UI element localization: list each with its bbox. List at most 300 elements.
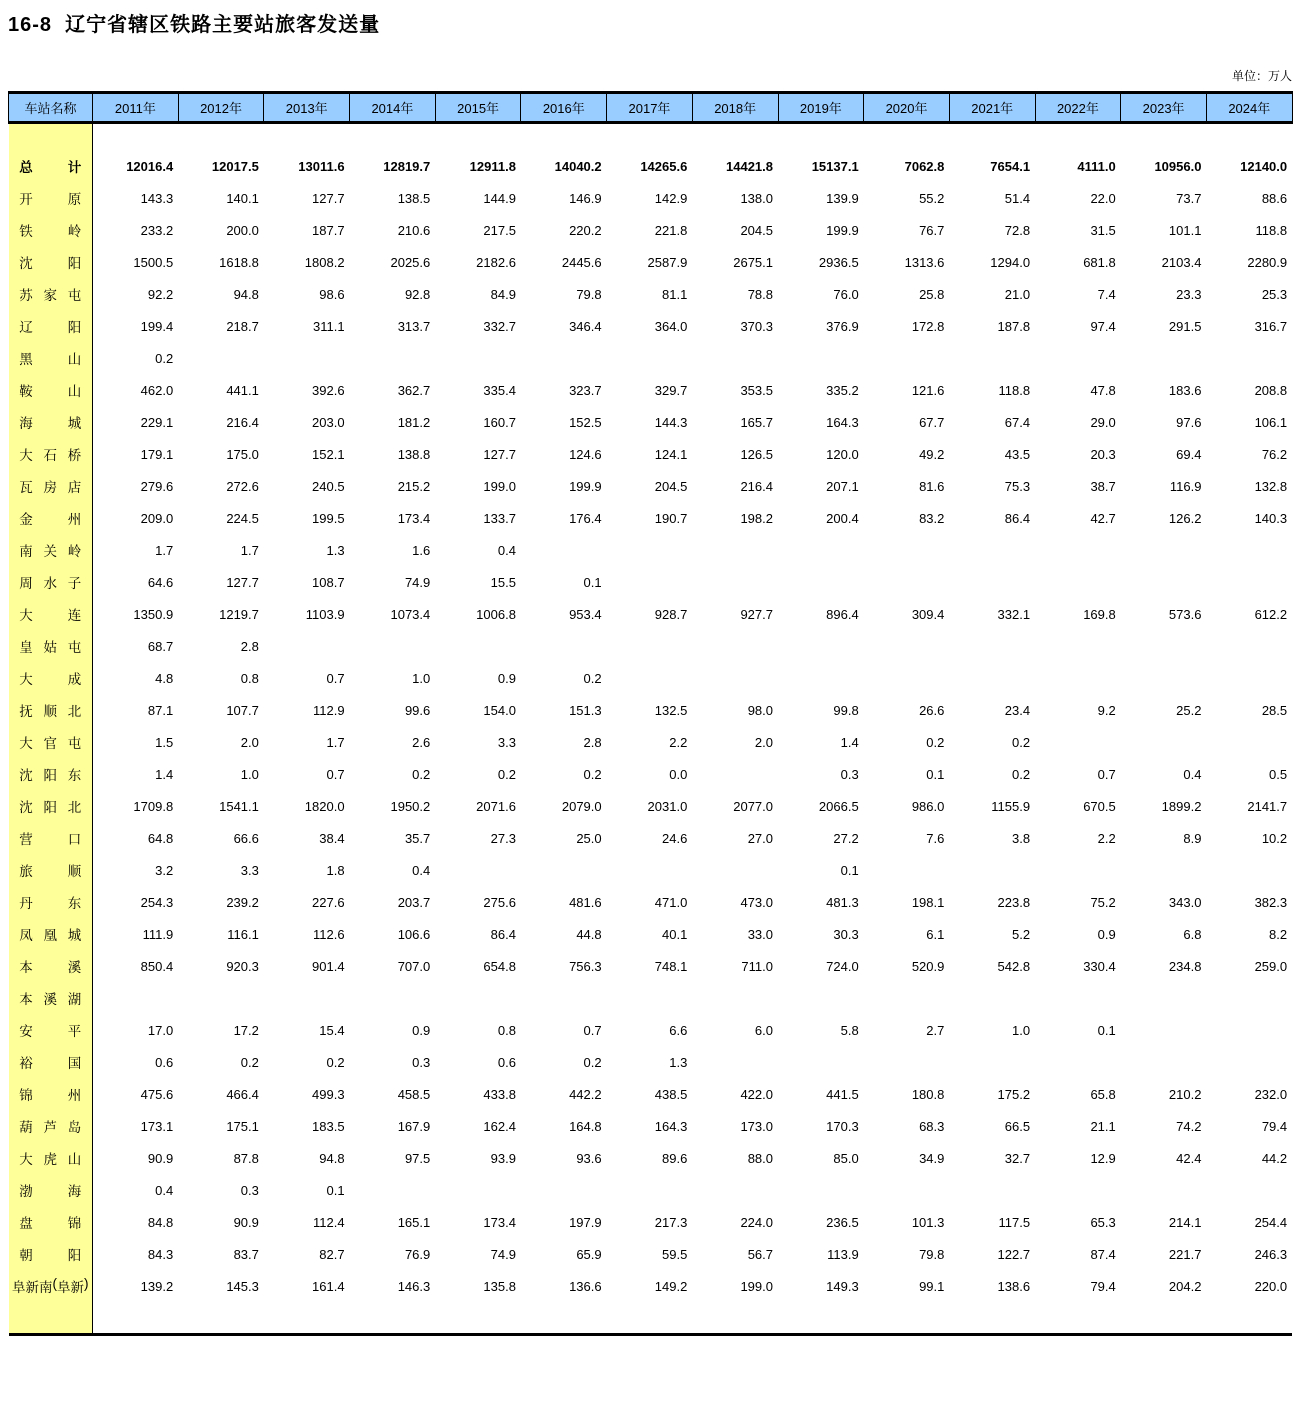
value-cell: 1.7 — [240, 542, 259, 558]
value-cell: 542.8 — [997, 958, 1031, 974]
station-name-cell — [9, 1270, 93, 1302]
value-cell: 170.3 — [826, 1118, 859, 1134]
spacer-row — [9, 1302, 1293, 1335]
value-cell: 199.9 — [569, 478, 602, 494]
value-cell: 481.3 — [826, 894, 859, 910]
value-cell — [178, 342, 264, 374]
value-cell — [1121, 726, 1207, 758]
station-name-header-cell: 车站名称 — [9, 93, 93, 123]
value-cell: 2141.7 — [1247, 798, 1288, 814]
station-name: 渤 海 — [19, 1184, 82, 1199]
value-cell: 167.9 — [397, 1118, 431, 1134]
value-cell — [949, 1174, 1035, 1206]
value-cell: 143.3 — [140, 190, 174, 206]
value-cell: 160.7 — [483, 414, 516, 430]
value-cell: 51.4 — [1004, 190, 1031, 206]
value-cell — [949, 534, 1035, 566]
value-cell: 3.3 — [497, 734, 516, 750]
value-cell: 124.6 — [569, 446, 602, 462]
value-cell: 88.6 — [1261, 190, 1288, 206]
value-cell: 1541.1 — [219, 798, 259, 814]
value-cell: 142.9 — [654, 190, 688, 206]
value-cell: 73.7 — [1176, 190, 1202, 206]
value-cell: 75.3 — [1004, 478, 1031, 494]
value-cell: 136.6 — [569, 1278, 602, 1294]
spacer-label-cell — [9, 1302, 93, 1335]
value-cell: 0.2 — [1011, 734, 1031, 750]
value-cell: 28.5 — [1261, 702, 1288, 718]
value-cell: 2079.0 — [561, 798, 602, 814]
value-cell: 149.3 — [826, 1278, 859, 1294]
value-cell: 573.6 — [1168, 606, 1202, 622]
year-header-cell: 2014年 — [350, 93, 436, 123]
value-cell — [692, 1174, 778, 1206]
value-cell: 279.6 — [140, 478, 174, 494]
value-cell: 0.2 — [497, 766, 516, 782]
station-name: 盘 锦 — [19, 1216, 82, 1231]
table-row — [9, 1270, 1293, 1302]
value-cell: 353.5 — [740, 382, 773, 398]
value-cell: 172.8 — [911, 318, 945, 334]
station-name: 大 官 屯 — [19, 736, 82, 751]
table-row — [9, 1238, 1293, 1270]
value-cell — [864, 566, 950, 598]
value-cell: 0.2 — [412, 766, 431, 782]
value-cell: 232.0 — [1254, 1086, 1288, 1102]
value-cell: 254.3 — [140, 894, 174, 910]
value-cell: 214.1 — [1168, 1214, 1202, 1230]
value-cell: 74.9 — [404, 574, 431, 590]
value-cell: 127.7 — [483, 446, 516, 462]
value-cell: 79.4 — [1261, 1118, 1288, 1134]
value-cell: 132.8 — [1254, 478, 1288, 494]
value-cell: 79.8 — [576, 286, 602, 302]
value-cell: 0.7 — [1097, 766, 1116, 782]
table-row — [9, 1174, 1293, 1206]
station-name: 瓦 房 店 — [19, 480, 82, 495]
value-cell: 218.7 — [226, 318, 259, 334]
value-cell — [1121, 630, 1207, 662]
value-cell: 2675.1 — [733, 254, 773, 270]
value-cell: 0.7 — [326, 670, 345, 686]
value-cell: 116.1 — [227, 926, 259, 942]
value-cell — [264, 630, 350, 662]
station-name: 金 州 — [19, 512, 82, 527]
station-name-cell — [9, 1014, 93, 1046]
value-cell: 1.3 — [326, 542, 345, 558]
value-cell: 612.2 — [1254, 606, 1288, 622]
value-cell: 1.0 — [1011, 1022, 1031, 1038]
value-cell — [607, 566, 693, 598]
value-cell — [1121, 662, 1207, 694]
value-cell: 0.2 — [926, 734, 945, 750]
value-cell: 986.0 — [911, 798, 945, 814]
value-cell — [864, 854, 950, 886]
station-name: 沈 阳 — [19, 256, 82, 271]
value-cell — [1206, 1046, 1292, 1078]
value-cell: 0.4 — [1183, 766, 1202, 782]
value-cell: 27.3 — [490, 830, 516, 846]
value-cell: 84.9 — [490, 286, 516, 302]
table-row — [9, 534, 1293, 566]
value-cell: 24.6 — [662, 830, 688, 846]
value-cell: 199.4 — [140, 318, 174, 334]
value-cell: 76.2 — [1261, 446, 1288, 462]
value-cell: 203.0 — [312, 414, 345, 430]
station-name-cell — [9, 566, 93, 598]
value-cell — [521, 534, 607, 566]
value-cell: 724.0 — [826, 958, 859, 974]
value-cell: 1350.9 — [133, 606, 174, 622]
value-cell — [435, 982, 521, 1014]
table-row — [9, 1078, 1293, 1110]
value-cell: 84.3 — [147, 1246, 174, 1262]
value-cell: 12016.4 — [126, 158, 174, 174]
value-cell: 0.7 — [583, 1022, 602, 1038]
station-name: 本 溪 — [19, 960, 82, 975]
value-cell: 82.7 — [319, 1246, 345, 1262]
table-row — [9, 1206, 1293, 1238]
value-cell: 2.2 — [669, 734, 688, 750]
station-name: 丹 东 — [19, 896, 82, 911]
value-cell: 332.1 — [997, 606, 1031, 622]
value-cell: 121.6 — [911, 382, 945, 398]
value-cell: 40.1 — [662, 926, 688, 942]
value-cell — [692, 982, 778, 1014]
value-cell: 108.7 — [312, 574, 345, 590]
value-cell: 161.4 — [312, 1278, 345, 1294]
value-cell: 901.4 — [312, 958, 345, 974]
station-name-cell — [9, 214, 93, 246]
value-cell: 27.2 — [833, 830, 859, 846]
value-cell: 203.7 — [397, 894, 431, 910]
value-cell: 79.4 — [1090, 1278, 1116, 1294]
value-cell — [778, 342, 864, 374]
page-title: 16-8 辽宁省辖区铁路主要站旅客发送量 — [8, 14, 381, 36]
station-name-cell — [9, 982, 93, 1014]
value-cell: 7.6 — [926, 830, 945, 846]
value-cell — [692, 662, 778, 694]
value-cell: 165.1 — [397, 1214, 431, 1230]
value-cell: 209.0 — [140, 510, 174, 526]
year-header-cell: 2015年 — [435, 93, 521, 123]
value-cell: 76.0 — [833, 286, 859, 302]
value-cell — [1121, 854, 1207, 886]
value-cell: 229.1 — [140, 414, 174, 430]
value-cell: 176.4 — [569, 510, 602, 526]
value-cell: 81.6 — [919, 478, 945, 494]
value-cell: 0.0 — [669, 766, 688, 782]
value-cell: 0.3 — [412, 1054, 431, 1070]
value-cell: 76.9 — [404, 1246, 431, 1262]
value-cell: 1.4 — [155, 766, 174, 782]
value-cell — [435, 854, 521, 886]
value-cell: 199.5 — [312, 510, 345, 526]
value-cell: 107.7 — [226, 702, 259, 718]
value-cell: 224.0 — [740, 1214, 773, 1230]
value-cell: 20.3 — [1090, 446, 1116, 462]
value-cell: 335.4 — [483, 382, 516, 398]
table-row — [9, 630, 1293, 662]
value-cell: 17.2 — [233, 1022, 259, 1038]
value-cell — [692, 854, 778, 886]
station-name: 朝 阳 — [19, 1248, 82, 1263]
value-cell: 2.8 — [240, 638, 259, 654]
value-cell — [607, 1174, 693, 1206]
value-cell: 164.8 — [569, 1118, 602, 1134]
table-row — [9, 790, 1293, 822]
table-row — [9, 662, 1293, 694]
station-name: 南 关 岭 — [19, 544, 82, 559]
station-name-cell — [9, 1238, 93, 1270]
value-cell — [778, 982, 864, 1014]
year-header-cell: 2022年 — [1035, 93, 1121, 123]
table-row — [9, 214, 1293, 246]
value-cell: 64.6 — [147, 574, 174, 590]
value-cell: 64.8 — [147, 830, 174, 846]
value-cell: 392.6 — [312, 382, 345, 398]
value-cell: 90.9 — [147, 1150, 174, 1166]
value-cell: 190.7 — [654, 510, 688, 526]
value-cell: 13011.6 — [298, 158, 345, 174]
value-cell: 475.6 — [140, 1086, 174, 1102]
value-cell: 65.8 — [1090, 1086, 1116, 1102]
value-cell: 175.2 — [997, 1086, 1031, 1102]
value-cell — [1206, 854, 1292, 886]
value-cell: 382.3 — [1254, 894, 1288, 910]
station-name-cell — [9, 406, 93, 438]
value-cell: 207.1 — [826, 478, 859, 494]
value-cell: 458.5 — [397, 1086, 431, 1102]
station-name: 大 成 — [19, 672, 82, 687]
value-cell: 49.2 — [919, 446, 945, 462]
value-cell: 101.1 — [1168, 222, 1202, 238]
value-cell: 5.2 — [1011, 926, 1031, 942]
value-cell — [350, 982, 436, 1014]
value-cell: 756.3 — [569, 958, 602, 974]
value-cell — [864, 662, 950, 694]
value-cell: 3.8 — [1011, 830, 1031, 846]
value-cell: 90.9 — [233, 1214, 259, 1230]
spacer-row — [9, 123, 1293, 151]
station-name: 苏 家 屯 — [19, 288, 82, 303]
value-cell: 25.3 — [1261, 286, 1288, 302]
value-cell — [1035, 630, 1121, 662]
table-header — [9, 93, 1293, 123]
value-cell: 117.5 — [998, 1214, 1031, 1230]
value-cell: 928.7 — [654, 606, 688, 622]
station-name-cell — [9, 1078, 93, 1110]
value-cell: 42.7 — [1090, 510, 1116, 526]
value-cell: 2182.6 — [476, 254, 516, 270]
value-cell: 422.0 — [740, 1086, 773, 1102]
value-cell — [692, 342, 778, 374]
value-cell: 364.0 — [654, 318, 688, 334]
station-name-cell — [9, 470, 93, 502]
value-cell: 199.0 — [740, 1278, 773, 1294]
value-cell: 133.7 — [483, 510, 516, 526]
value-cell: 520.9 — [911, 958, 945, 974]
value-cell: 14265.6 — [640, 158, 688, 174]
value-cell: 92.2 — [147, 286, 174, 302]
value-cell — [949, 662, 1035, 694]
value-cell: 4111.0 — [1077, 158, 1116, 174]
value-cell: 0.3 — [240, 1182, 259, 1198]
value-cell: 217.5 — [483, 222, 516, 238]
value-cell: 87.4 — [1090, 1246, 1116, 1262]
value-cell — [1206, 1014, 1292, 1046]
value-cell — [521, 342, 607, 374]
year-header-cell: 2021年 — [949, 93, 1035, 123]
value-cell: 204.5 — [654, 478, 688, 494]
value-cell — [692, 1046, 778, 1078]
value-cell: 118.8 — [998, 382, 1031, 398]
station-name: 大 虎 山 — [19, 1152, 82, 1167]
value-cell: 175.1 — [226, 1118, 259, 1134]
value-cell: 1709.8 — [133, 798, 174, 814]
value-cell: 1006.8 — [476, 606, 516, 622]
value-cell: 1.5 — [155, 734, 174, 750]
year-header-cell: 2019年 — [778, 93, 864, 123]
value-cell: 15.5 — [490, 574, 516, 590]
value-cell: 3.2 — [155, 862, 174, 878]
value-cell: 180.8 — [911, 1086, 945, 1102]
value-cell: 7062.8 — [904, 158, 945, 174]
value-cell: 94.8 — [319, 1150, 345, 1166]
value-cell: 216.4 — [740, 478, 773, 494]
value-cell: 86.4 — [1004, 510, 1031, 526]
value-cell: 5.8 — [840, 1022, 859, 1038]
table-row — [9, 918, 1293, 950]
value-cell: 183.5 — [312, 1118, 345, 1134]
value-cell: 99.6 — [404, 702, 431, 718]
value-cell: 441.1 — [226, 382, 259, 398]
station-name-cell — [9, 438, 93, 470]
value-cell: 442.2 — [569, 1086, 602, 1102]
value-cell: 124.1 — [654, 446, 688, 462]
value-cell — [778, 534, 864, 566]
value-cell: 146.9 — [569, 190, 602, 206]
value-cell: 234.8 — [1168, 958, 1202, 974]
value-cell: 138.6 — [997, 1278, 1031, 1294]
table-row — [9, 438, 1293, 470]
value-cell: 1313.6 — [904, 254, 945, 270]
value-cell — [1035, 982, 1121, 1014]
value-cell: 6.8 — [1183, 926, 1202, 942]
value-cell — [949, 566, 1035, 598]
value-cell — [607, 534, 693, 566]
value-cell: 68.3 — [919, 1118, 945, 1134]
table-row — [9, 502, 1293, 534]
value-cell: 0.1 — [326, 1182, 345, 1198]
value-cell: 2025.6 — [390, 254, 431, 270]
station-name: 铁 岭 — [19, 224, 82, 239]
value-cell — [864, 982, 950, 1014]
value-cell: 1.6 — [412, 542, 431, 558]
value-cell: 259.0 — [1254, 958, 1288, 974]
value-cell: 850.4 — [140, 958, 174, 974]
value-cell: 2445.6 — [561, 254, 602, 270]
value-cell: 164.3 — [654, 1118, 688, 1134]
value-cell — [1121, 1014, 1207, 1046]
value-cell — [778, 1046, 864, 1078]
station-name-cell — [9, 246, 93, 278]
value-cell: 0.6 — [155, 1054, 174, 1070]
station-name: 本 溪 湖 — [19, 992, 82, 1007]
value-cell: 438.5 — [654, 1086, 688, 1102]
value-cell: 0.9 — [412, 1022, 431, 1038]
value-cell: 120.0 — [826, 446, 859, 462]
station-name-cell — [9, 662, 93, 694]
station-name: 皇 姑 屯 — [19, 640, 82, 655]
value-cell — [607, 662, 693, 694]
value-cell: 112.6 — [312, 926, 345, 942]
value-cell: 34.9 — [919, 1150, 945, 1166]
value-cell: 83.2 — [919, 510, 945, 526]
value-cell: 146.3 — [397, 1278, 431, 1294]
value-cell: 99.8 — [833, 702, 859, 718]
value-cell: 198.1 — [911, 894, 945, 910]
value-cell: 3.3 — [240, 862, 259, 878]
value-cell: 181.2 — [397, 414, 431, 430]
value-cell — [864, 342, 950, 374]
value-cell: 272.6 — [226, 478, 259, 494]
value-cell: 2077.0 — [733, 798, 773, 814]
value-cell: 26.6 — [919, 702, 945, 718]
table-row — [9, 886, 1293, 918]
value-cell: 138.8 — [397, 446, 431, 462]
value-cell: 10.2 — [1261, 830, 1288, 846]
station-name-cell — [9, 182, 93, 214]
value-cell: 200.0 — [226, 222, 259, 238]
value-cell: 0.2 — [583, 1054, 602, 1070]
value-cell: 1950.2 — [390, 798, 431, 814]
station-name: 旅 顺 — [19, 864, 82, 879]
station-name: 海 城 — [19, 416, 82, 431]
value-cell — [949, 1046, 1035, 1078]
value-cell: 2936.5 — [818, 254, 859, 270]
value-cell: 179.1 — [140, 446, 174, 462]
value-cell: 97.6 — [1176, 414, 1202, 430]
value-cell: 2103.4 — [1161, 254, 1202, 270]
value-cell: 0.3 — [840, 766, 859, 782]
table-row — [9, 310, 1293, 342]
value-cell — [778, 630, 864, 662]
value-cell: 187.7 — [312, 222, 345, 238]
unit-label: 单位：万人 — [1231, 69, 1292, 83]
value-cell: 309.4 — [911, 606, 945, 622]
value-cell: 1294.0 — [990, 254, 1031, 270]
value-cell: 145.3 — [226, 1278, 259, 1294]
value-cell: 200.4 — [826, 510, 859, 526]
value-cell: 98.6 — [319, 286, 345, 302]
value-cell: 216.4 — [226, 414, 259, 430]
station-name-cell — [9, 1110, 93, 1142]
value-cell — [692, 758, 778, 790]
value-cell — [692, 630, 778, 662]
value-cell: 208.8 — [1254, 382, 1288, 398]
value-cell — [435, 630, 521, 662]
value-cell: 227.6 — [312, 894, 345, 910]
value-cell: 0.8 — [497, 1022, 516, 1038]
station-name: 凤 凰 城 — [19, 928, 82, 943]
value-cell: 87.8 — [233, 1150, 259, 1166]
value-cell: 323.7 — [569, 382, 602, 398]
value-cell: 29.0 — [1090, 414, 1116, 430]
value-cell: 10956.0 — [1154, 158, 1202, 174]
value-cell — [1206, 662, 1292, 694]
value-cell — [778, 566, 864, 598]
